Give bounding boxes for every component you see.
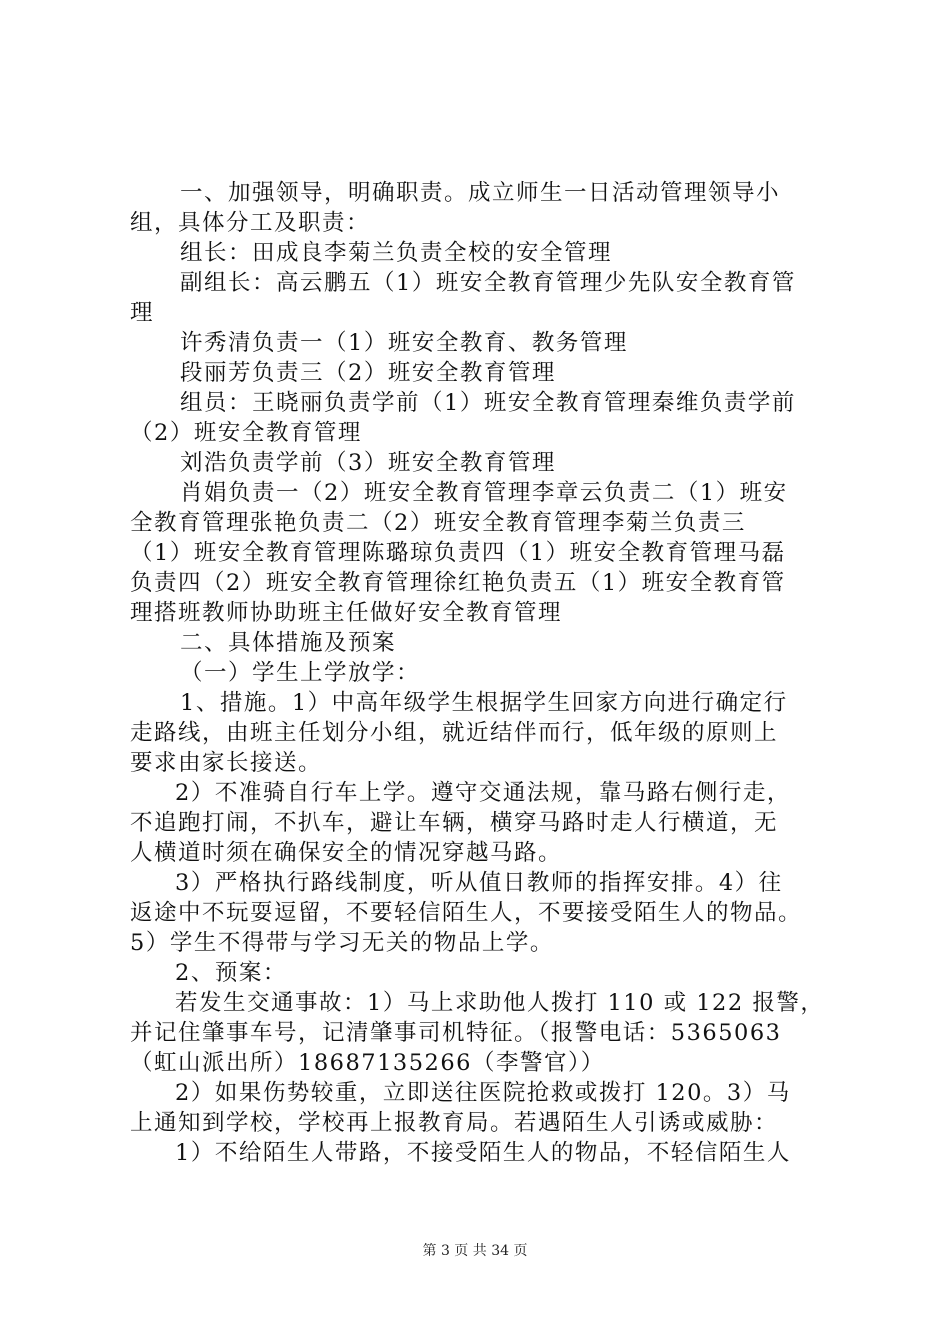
text-line: 1）不给陌生人带路，不接受陌生人的物品，不轻信陌生人 [175, 1140, 791, 1166]
text-line: 段丽芳负责三（2）班安全教育管理 [180, 360, 556, 386]
text-line: 不追跑打闹，不扒车，避让车辆，横穿马路时走人行横道，无 [130, 810, 779, 836]
text-line: 人横道时须在确保安全的情况穿越马路。 [130, 840, 563, 866]
text-line: 组员：王晓丽负责学前（1）班安全教育管理秦维负责学前 [180, 390, 796, 416]
text-line: 组，具体分工及职责： [130, 210, 371, 236]
text-line: 一、加强领导，明确职责。成立师生一日活动管理领导小 [180, 180, 781, 206]
text-line: 2）不准骑自行车上学。遵守交通法规，靠马路右侧行走， [175, 780, 791, 806]
text-line: 许秀清负责一（1）班安全教育、教务管理 [180, 330, 628, 356]
text-line: 组长：田成良李菊兰负责全校的安全管理 [180, 240, 613, 266]
text-line: 全教育管理张艳负责二（2）班安全教育管理李菊兰负责三 [130, 510, 746, 536]
text-line: 走路线，由班主任划分小组，就近结伴而行，低年级的原则上 [130, 720, 779, 746]
text-line: 并记住肇事车号，记清肇事司机特征。（报警电话：5365063 [130, 1020, 782, 1046]
text-line: 负责四（2）班安全教育管理徐红艳负责五（1）班安全教育管 [130, 570, 786, 596]
text-line: 刘浩负责学前（3）班安全教育管理 [180, 450, 556, 476]
text-line: 上通知到学校，学校再上报教育局。若遇陌生人引诱或威胁： [130, 1110, 779, 1136]
text-line: 5）学生不得带与学习无关的物品上学。 [130, 930, 554, 956]
text-line: 要求由家长接送。 [130, 750, 323, 776]
text-line: （2）班安全教育管理 [130, 420, 362, 446]
text-line: 2、预案： [175, 960, 287, 986]
text-line: 2）如果伤势较重，立即送往医院抢救或拨打 120。3）马 [175, 1080, 791, 1106]
text-line: （1）班安全教育管理陈璐琼负责四（1）班安全教育管理马磊 [130, 540, 786, 566]
text-line: 理搭班教师协助班主任做好安全教育管理 [130, 600, 563, 626]
page-number-footer: 第 3 页 共 34 页 [422, 1243, 528, 1259]
text-line: 副组长：高云鹏五（1）班安全教育管理少先队安全教育管 [180, 270, 796, 296]
text-line: （虹山派出所）18687135266（李警官）） [130, 1050, 605, 1076]
text-line: 肖娟负责一（2）班安全教育管理李章云负责二（1）班安 [180, 480, 788, 506]
text-line: 返途中不玩耍逗留，不要轻信陌生人，不要接受陌生人的物品。 [130, 900, 803, 926]
text-line: 1、措施。1）中高年级学生根据学生回家方向进行确定行 [180, 690, 788, 716]
text-line: 3）严格执行路线制度，听从值日教师的指挥安排。4）往 [175, 870, 783, 896]
text-line: 二、具体措施及预案 [180, 630, 397, 656]
text-line: 若发生交通事故：1）马上求助他人拨打 110 或 122 报警， [175, 990, 825, 1016]
text-line: 理 [130, 300, 155, 326]
text-line: （一）学生上学放学： [180, 660, 421, 686]
